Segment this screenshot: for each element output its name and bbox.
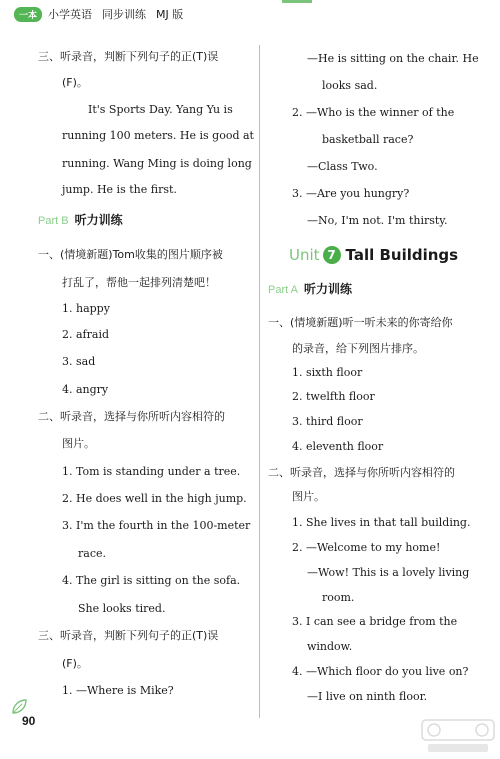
list-item: 4. angry	[62, 383, 109, 396]
list-item: 1. —Where is Mike?	[62, 684, 174, 697]
list-item-cont: race.	[78, 547, 106, 560]
list-item: 2. He does well in the high jump.	[62, 492, 247, 505]
book-title: 小学英语	[48, 8, 93, 21]
question-1-heading-cont: 的录音，给下列图片排序。	[292, 342, 424, 355]
list-item-cont: window.	[307, 640, 353, 653]
unit-name: Tall Buildings	[345, 246, 459, 264]
unit-number-badge: 7	[323, 246, 341, 264]
part-a-label: Part A	[268, 284, 298, 296]
list-item: 3. —Are you hungry?	[292, 187, 410, 200]
series-badge: 一本	[14, 7, 42, 22]
question-2-heading: 二、听录音，选择与你所听内容相符的	[38, 410, 225, 423]
list-item: 2. —Welcome to my home!	[292, 541, 441, 554]
part-a-heading	[268, 282, 352, 297]
top-decoration	[282, 0, 312, 4]
dialogue-line: —Class Two.	[307, 160, 378, 173]
question-3-heading: 三、听录音，判断下列句子的正(T)误	[38, 629, 219, 642]
question-3-heading-cont: (F)。	[62, 657, 88, 670]
section-3-heading-cont: (F)。	[62, 76, 88, 89]
page-number: 90	[22, 714, 36, 728]
section-3-heading: 三、听录音，判断下列句子的正(T)误	[38, 50, 219, 63]
list-item: 4. The girl is sitting on the sofa.	[62, 574, 241, 587]
list-item: 1. Tom is standing under a tree.	[62, 465, 241, 478]
list-item: 2. twelfth floor	[292, 390, 375, 403]
list-item: 1. She lives in that tall building.	[292, 516, 471, 529]
list-item: 3. third floor	[292, 415, 363, 428]
dialogue-line: —He is sitting on the chair. He	[307, 52, 479, 65]
list-item: 4. eleventh floor	[292, 440, 384, 453]
list-item: 2. —Who is the winner of the	[292, 106, 455, 119]
question-2-heading-cont: 图片。	[292, 490, 325, 503]
list-item: 1. sixth floor	[292, 366, 363, 379]
part-b-label: Part B	[38, 215, 69, 227]
list-item: 4. —Which floor do you live on?	[292, 665, 469, 678]
unit-word: Unit	[289, 246, 320, 264]
passage-line: running 100 meters. He is good at	[62, 129, 254, 142]
question-1-heading: 一、(情境新题)听一听未来的你寄给你	[268, 316, 453, 329]
passage-line: It's Sports Day. Yang Yu is	[88, 103, 233, 116]
question-2-heading: 二、听录音，选择与你所听内容相符的	[268, 466, 455, 479]
unit-title	[289, 246, 458, 264]
list-item: 3. I'm the fourth in the 100-meter	[62, 519, 251, 532]
question-2-heading-cont: 图片。	[62, 437, 95, 450]
dialogue-line: —No, I'm not. I'm thirsty.	[307, 214, 448, 227]
part-b-heading	[38, 213, 123, 228]
list-item: 1. happy	[62, 302, 110, 315]
question-1-heading-cont: 打乱了，帮他一起排列清楚吧！	[62, 276, 216, 289]
dialogue-line: —I live on ninth floor.	[307, 690, 428, 703]
passage-line: running. Wang Ming is doing long	[62, 157, 252, 170]
part-a-title: 听力训练	[303, 282, 352, 296]
list-item-cont: basketball race?	[322, 133, 414, 146]
book-subtitle: 同步训练	[102, 8, 147, 21]
list-item: 3. I can see a bridge from the	[292, 615, 458, 628]
part-b-title: 听力训练	[74, 213, 123, 227]
list-item-cont: room.	[322, 591, 355, 604]
passage-line: jump. He is the first.	[62, 183, 177, 196]
dialogue-line-cont: looks sad.	[322, 79, 378, 92]
list-item-cont: She looks tired.	[78, 602, 166, 615]
page-header	[14, 6, 183, 22]
watermark-logo	[420, 718, 496, 756]
column-divider	[259, 45, 260, 718]
question-1-heading: 一、(情境新题)Tom收集的图片顺序被	[38, 248, 223, 261]
edition-label: MJ 版	[156, 8, 184, 21]
dialogue-line: —Wow! This is a lovely living	[307, 566, 470, 579]
list-item: 3. sad	[62, 355, 96, 368]
list-item: 2. afraid	[62, 328, 109, 341]
